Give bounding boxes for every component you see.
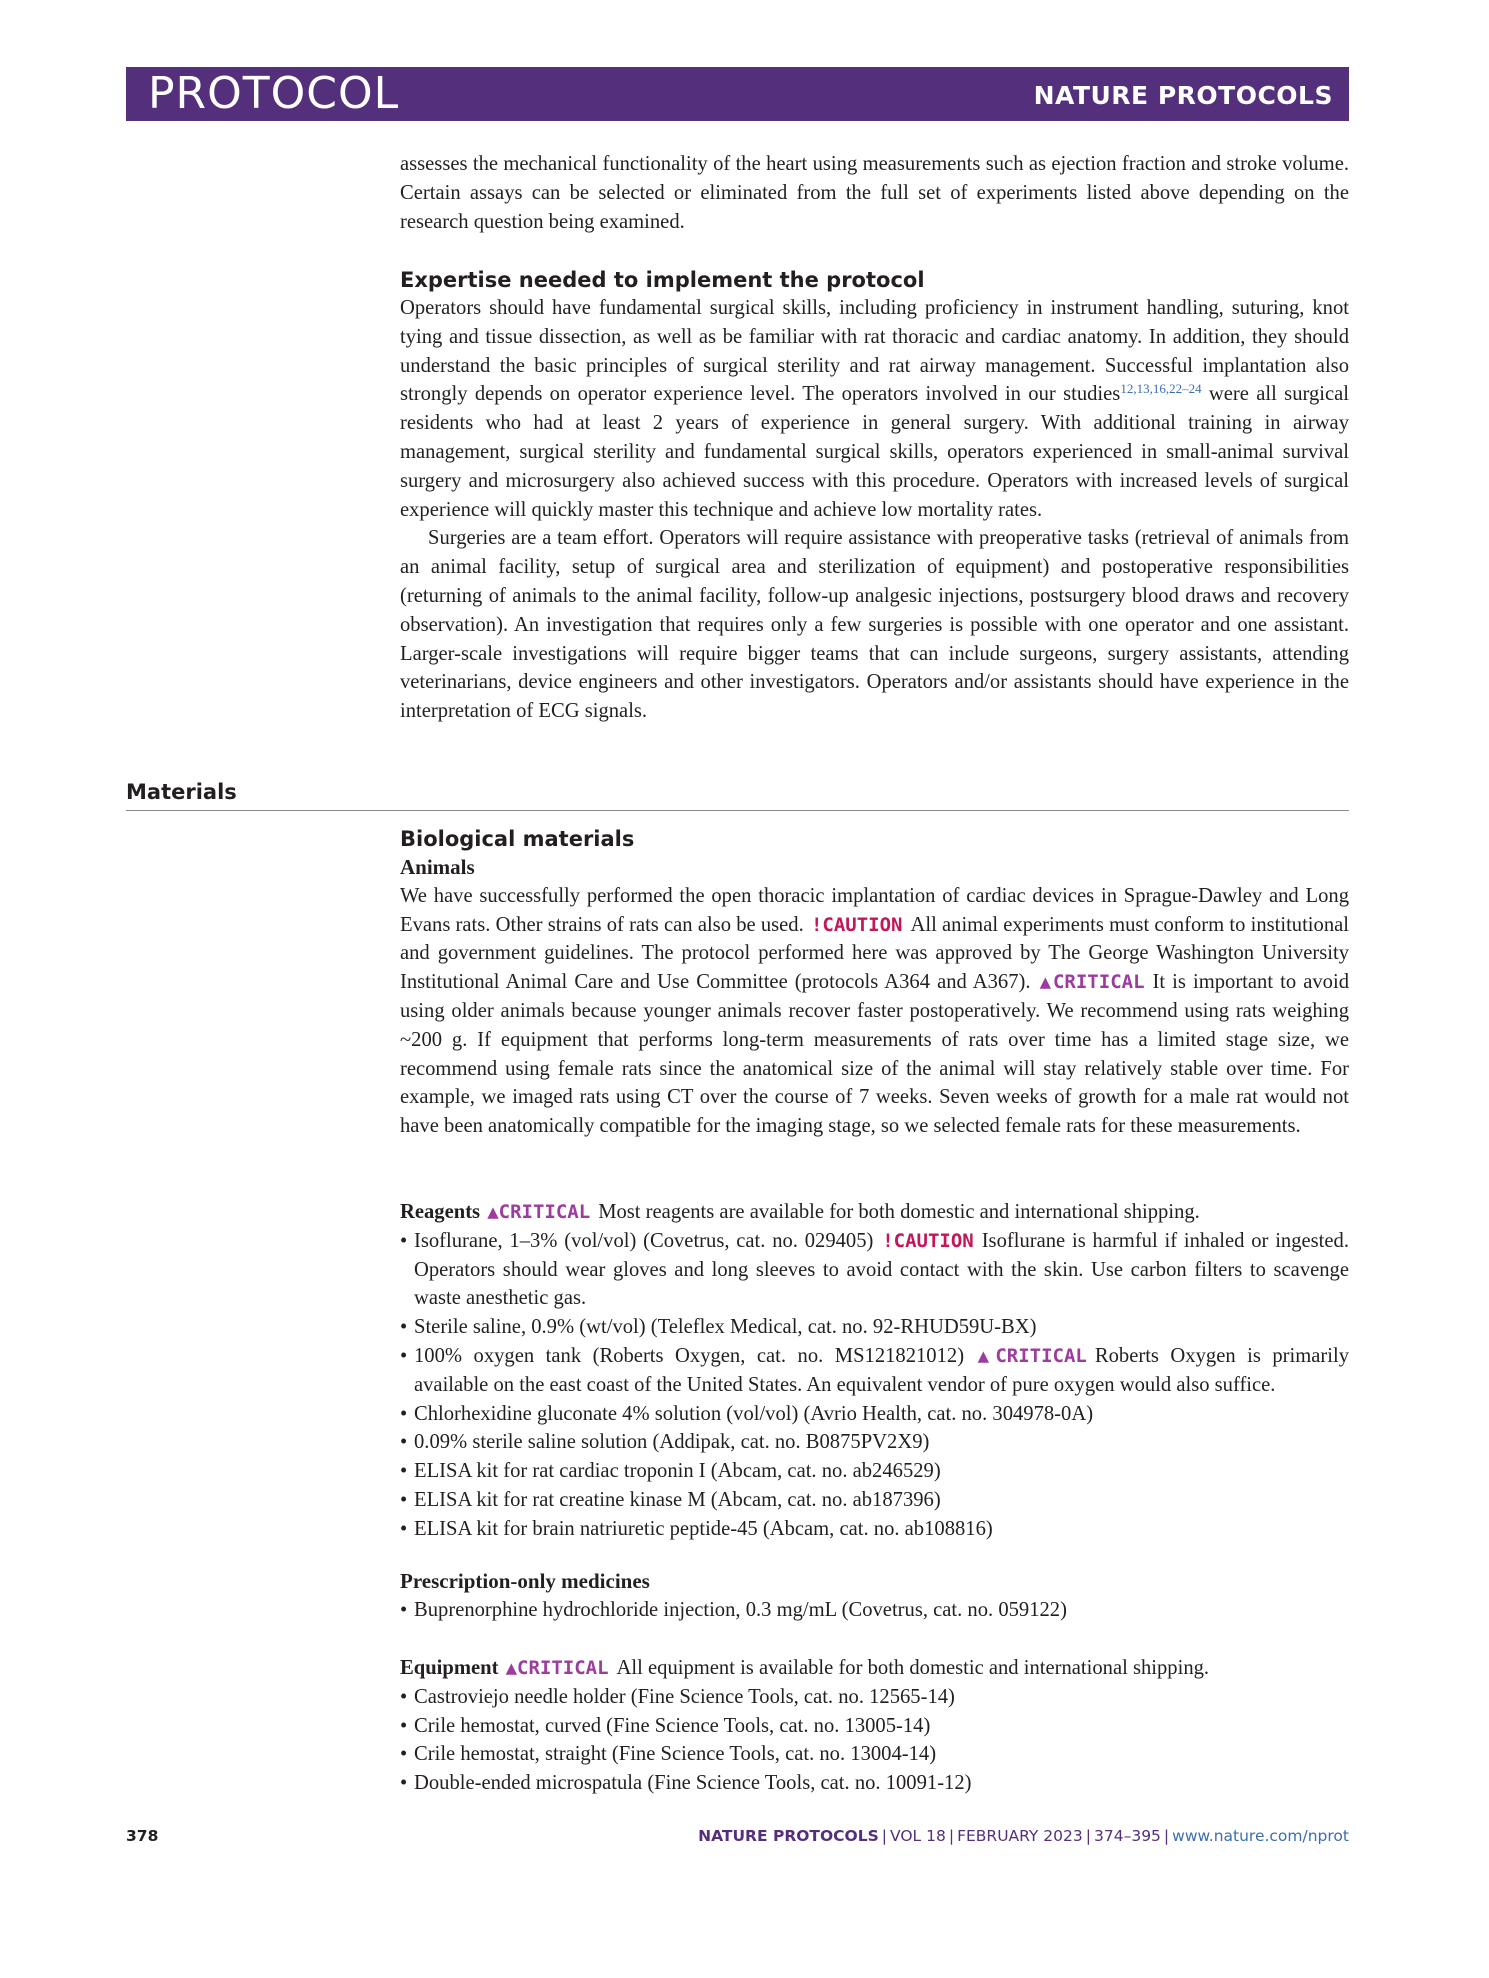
reagents-heading: Reagents [400,1201,481,1223]
expertise-block [400,266,1349,726]
critical-label: ▲CRITICAL [1039,971,1145,994]
animals-paragraph [400,882,1349,1141]
list-item: • ELISA kit for rat cardiac troponin I (Abcam, cat. no. ab246529) [400,1457,1349,1486]
materials-section-title: Materials [126,780,237,804]
list-item [400,1227,1349,1313]
header-journal-name: NATURE PROTOCOLS [1033,81,1333,110]
reagents-note: Most reagents are available for both domestic and international shipping. [598,1201,1200,1223]
reagent-text: Isoflurane, 1–3% (vol/vol) (Covetrus, cat. no. 029405) [414,1229,874,1252]
critical-label: ▲CRITICAL [977,1344,1087,1367]
reagent-text: 100% oxygen tank (Roberts Oxygen, cat. no. MS121821012) [414,1344,965,1367]
equipment-heading-line [400,1654,1349,1683]
list-item: • Castroviejo needle holder (Fine Science Tools, cat. no. 12565-14) [400,1683,1349,1712]
expertise-heading: Expertise needed to implement the protocol [400,268,925,292]
animals-heading: Animals [400,855,475,879]
list-item: • Crile hemostat, curved (Fine Science Tools, cat. no. 13005-14) [400,1712,1349,1741]
list-item: • ELISA kit for brain natriuretic peptide-45 (Abcam, cat. no. ab108816) [400,1515,1349,1544]
page-number: 378 [126,1827,159,1845]
materials-section-header [126,780,1349,811]
list-item: • Double-ended microspatula (Fine Science Tools, cat. no. 10091-12) [400,1769,1349,1798]
header-banner [126,67,1349,121]
reagent-note: Roberts Oxygen is primarily available on the east coast of the United States. An equivalent vendor of pure oxygen would also suffice. [414,1344,1349,1396]
intro-paragraph: assesses the mechanical functionality of the heart using measurements such as ejection fraction and stroke volume. Certain assays can be selected or eliminated from the full set of experiments listed above depending on the research question being examined. [400,153,1349,233]
page-footer [126,1827,1349,1851]
equipment-list [400,1683,1349,1798]
equipment-block [400,1654,1349,1798]
expertise-text-a: Operators should have fundamental surgical skills, including proficiency in instrument handling, suturing, knot tying and tissue dissection, as well as be familiar with rat thoracic and cardiac anatomy. In addition, they should understand the basic principles of surgical sterility and rat airway management. Successful implantation also strongly depends on operator experience level. The operators involved in our studies [400,297,1349,406]
footer-journal: NATURE PROTOCOLS [698,1827,879,1845]
expertise-paragraph-1 [400,294,1349,524]
intro-block [400,150,1349,236]
reagents-heading-line [400,1198,1349,1227]
footer-citation: NATURE PROTOCOLS | VOL 18 | FEBRUARY 2023 | 374–395 | www.nature.com/nprot [698,1827,1349,1845]
prescription-heading: Prescription-only medicines [400,1569,650,1593]
list-item: • Buprenorphine hydrochloride injection, 0.3 mg/mL (Covetrus, cat. no. 059122) [400,1596,1349,1625]
prescription-block [400,1567,1349,1625]
footer-url-link[interactable]: www.nature.com/nprot [1172,1827,1349,1845]
footer-date: FEBRUARY 2023 [957,1827,1083,1845]
prescription-list [400,1596,1349,1625]
header-section-label: PROTOCOL [148,68,400,119]
reagent-note: Isoflurane is harmful if inhaled or ingested. Operators should wear gloves and long sleeves to avoid contact with the skin. Use carbon filters to scavenge waste anesthetic gas. [414,1229,1349,1310]
caution-label: !CAUTION [882,1229,974,1252]
equipment-note: All equipment is available for both domestic and international shipping. [616,1657,1210,1679]
caution-label: !CAUTION [810,913,903,936]
animals-text-a: We have successfully performed the open thoracic implantation of cardiac devices in Sprague-Dawley and Long Evans rats. Other strains of rats can also be used. [400,884,1349,936]
list-item: • 0.09% sterile saline solution (Addipak, cat. no. B0875PV2X9) [400,1428,1349,1457]
list-item: • Sterile saline, 0.9% (wt/vol) (Teleflex Medical, cat. no. 92-RHUD59U-BX) [400,1313,1349,1342]
animals-text-c: It is important to avoid using older animals because younger animals recover faster postoperatively. We recommend using rats weighing ~200 g. If equipment that performs long-term measurements of rats over time has a limited stage size, we recommend using female rats since the anatomical size of the animal will stay relatively stable over time. For example, we imaged rats using CT over the course of 7 weeks. Seven weeks of growth for a male rat would not have been anatomically compatible for the imaging stage, so we selected female rats for these measurements. [400,971,1349,1138]
footer-pages: 374–395 [1094,1827,1161,1845]
list-item: • Chlorhexidine gluconate 4% solution (vol/vol) (Avrio Health, cat. no. 304978-0A) [400,1400,1349,1429]
biological-materials-block [400,825,1349,1141]
list-item: • Crile hemostat, straight (Fine Science Tools, cat. no. 13004-14) [400,1740,1349,1769]
reagents-list [400,1227,1349,1544]
biological-materials-heading: Biological materials [400,827,635,851]
equipment-heading: Equipment [400,1657,499,1679]
list-item: • ELISA kit for rat creatine kinase M (Abcam, cat. no. ab187396) [400,1486,1349,1515]
expertise-paragraph-2: Surgeries are a team effort. Operators will require assistance with preoperative tasks (retrieval of animals from an animal facility, setup of surgical area and sterilization of equipment) and postoperative responsibilities (returning of animals to the animal facility, follow-up analgesic injections, postsurgery blood draws and recovery observation). An investigation that requires only a few surgeries is possible with one operator and one assistant. Larger-scale investigations will require bigger teams that can include surgeons, surgery assistants, attending veterinarians, device engineers and other investigators. Operators and/or assistants should have experience in the interpretation of ECG signals. [400,527,1349,723]
footer-volume: VOL 18 [890,1827,946,1845]
critical-label: ▲CRITICAL [487,1201,591,1223]
animals-text-b: All animal experiments must conform to institutional and government guidelines. The protocol performed here was approved by The George Washington University Institutional Animal Care and Use Committee (protocols A364 and A367). [400,913,1349,994]
list-item [400,1342,1349,1400]
reference-links[interactable]: 12,13,16,22–24 [1120,381,1202,397]
critical-label: ▲CRITICAL [505,1657,609,1679]
expertise-text-b: were all surgical residents who had at least 2 years of experience in general surgery. With additional training in airway management, surgical sterility and fundamental surgical skills, operators experienced in small-animal survival surgery and microsurgery also achieved success with this procedure. Operators with increased levels of surgical experience will quickly master this technique and achieve low mortality rates. [400,383,1349,521]
reagents-block [400,1198,1349,1544]
